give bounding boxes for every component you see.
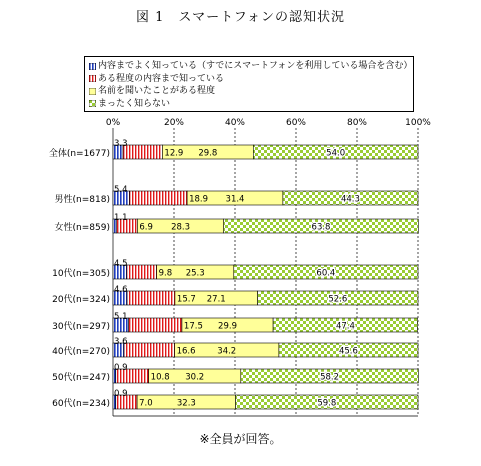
- footnote: ※全員が回答。: [199, 432, 282, 446]
- data-label: 12.9: [164, 148, 184, 159]
- category-label: 60代(n=234): [52, 399, 110, 409]
- data-label: 45.6: [338, 346, 358, 357]
- legend-label-1: ある程度の内容まで知っている: [98, 73, 225, 84]
- data-label: 9.8: [158, 268, 173, 279]
- x-tick-label: 20%: [163, 118, 185, 128]
- data-label: 10.8: [150, 372, 170, 383]
- data-label: 17.5: [183, 321, 203, 332]
- data-label: 0.9: [114, 363, 128, 373]
- data-label: 59.8: [317, 398, 337, 409]
- data-label: 18.9: [189, 194, 209, 205]
- data-label: 16.6: [176, 346, 196, 357]
- data-label: 0.9: [114, 389, 128, 399]
- data-label: 31.4: [225, 194, 245, 205]
- label-layer: [49, 118, 431, 409]
- data-label: 34.2: [217, 346, 237, 357]
- bar-segment: [127, 291, 175, 305]
- data-label: 1.1: [114, 213, 128, 223]
- data-label: 27.1: [206, 294, 226, 305]
- bar-segment: [129, 318, 182, 332]
- x-tick-label: 100%: [405, 118, 431, 128]
- data-label: 44.3: [340, 194, 360, 205]
- category-label: 全体(n=1677): [48, 149, 110, 159]
- chart-title: 図 1 スマートフォンの認知状況: [135, 10, 346, 25]
- data-label: 25.3: [185, 268, 205, 279]
- data-label: 3.3: [114, 139, 128, 149]
- bar-segment: [127, 265, 157, 279]
- data-label: 29.9: [218, 321, 237, 332]
- bar-segment: [129, 191, 187, 205]
- x-tick-label: 80%: [346, 118, 368, 128]
- data-label: 54.0: [326, 148, 346, 159]
- x-tick-label: 0%: [105, 118, 121, 128]
- data-label: 5.4: [114, 185, 128, 195]
- category-label: 20代(n=324): [52, 295, 110, 305]
- x-tick-label: 60%: [285, 118, 307, 128]
- data-label: 47.4: [335, 321, 355, 332]
- data-label: 30.2: [185, 372, 205, 383]
- x-tick-label: 40%: [224, 118, 246, 128]
- bar-segment: [124, 343, 175, 357]
- category-label: 30代(n=297): [52, 322, 110, 332]
- category-label: 50代(n=247): [52, 373, 110, 383]
- category-label: 男性(n=818): [54, 195, 110, 205]
- category-label: 10代(n=305): [52, 269, 110, 279]
- data-label: 4.6: [114, 285, 128, 295]
- data-label: 3.6: [114, 337, 128, 347]
- data-label: 6.9: [139, 222, 153, 233]
- data-label: 58.2: [320, 372, 340, 383]
- legend-label-3: まったく知らない: [98, 98, 171, 109]
- legend-label-2: 名前を聞いたことがある程度: [98, 86, 216, 96]
- data-label: 60.4: [316, 268, 336, 279]
- category-label: 女性(n=859): [54, 223, 110, 233]
- data-label: 32.3: [176, 398, 196, 409]
- category-label: 40代(n=270): [52, 347, 110, 357]
- data-label: 15.7: [176, 294, 196, 305]
- data-label: 29.8: [198, 148, 218, 159]
- data-label: 52.6: [328, 294, 348, 305]
- data-label: 63.8: [311, 222, 331, 233]
- data-label: 7.0: [139, 398, 153, 409]
- bar-segment: [123, 145, 162, 159]
- legend-label-0: 内容までよく知っている（すでにスマートフォンを利用している場合を含む）: [98, 61, 413, 71]
- data-label: 5.1: [114, 312, 128, 322]
- data-label: 4.5: [114, 259, 128, 269]
- data-label: 28.3: [171, 222, 191, 233]
